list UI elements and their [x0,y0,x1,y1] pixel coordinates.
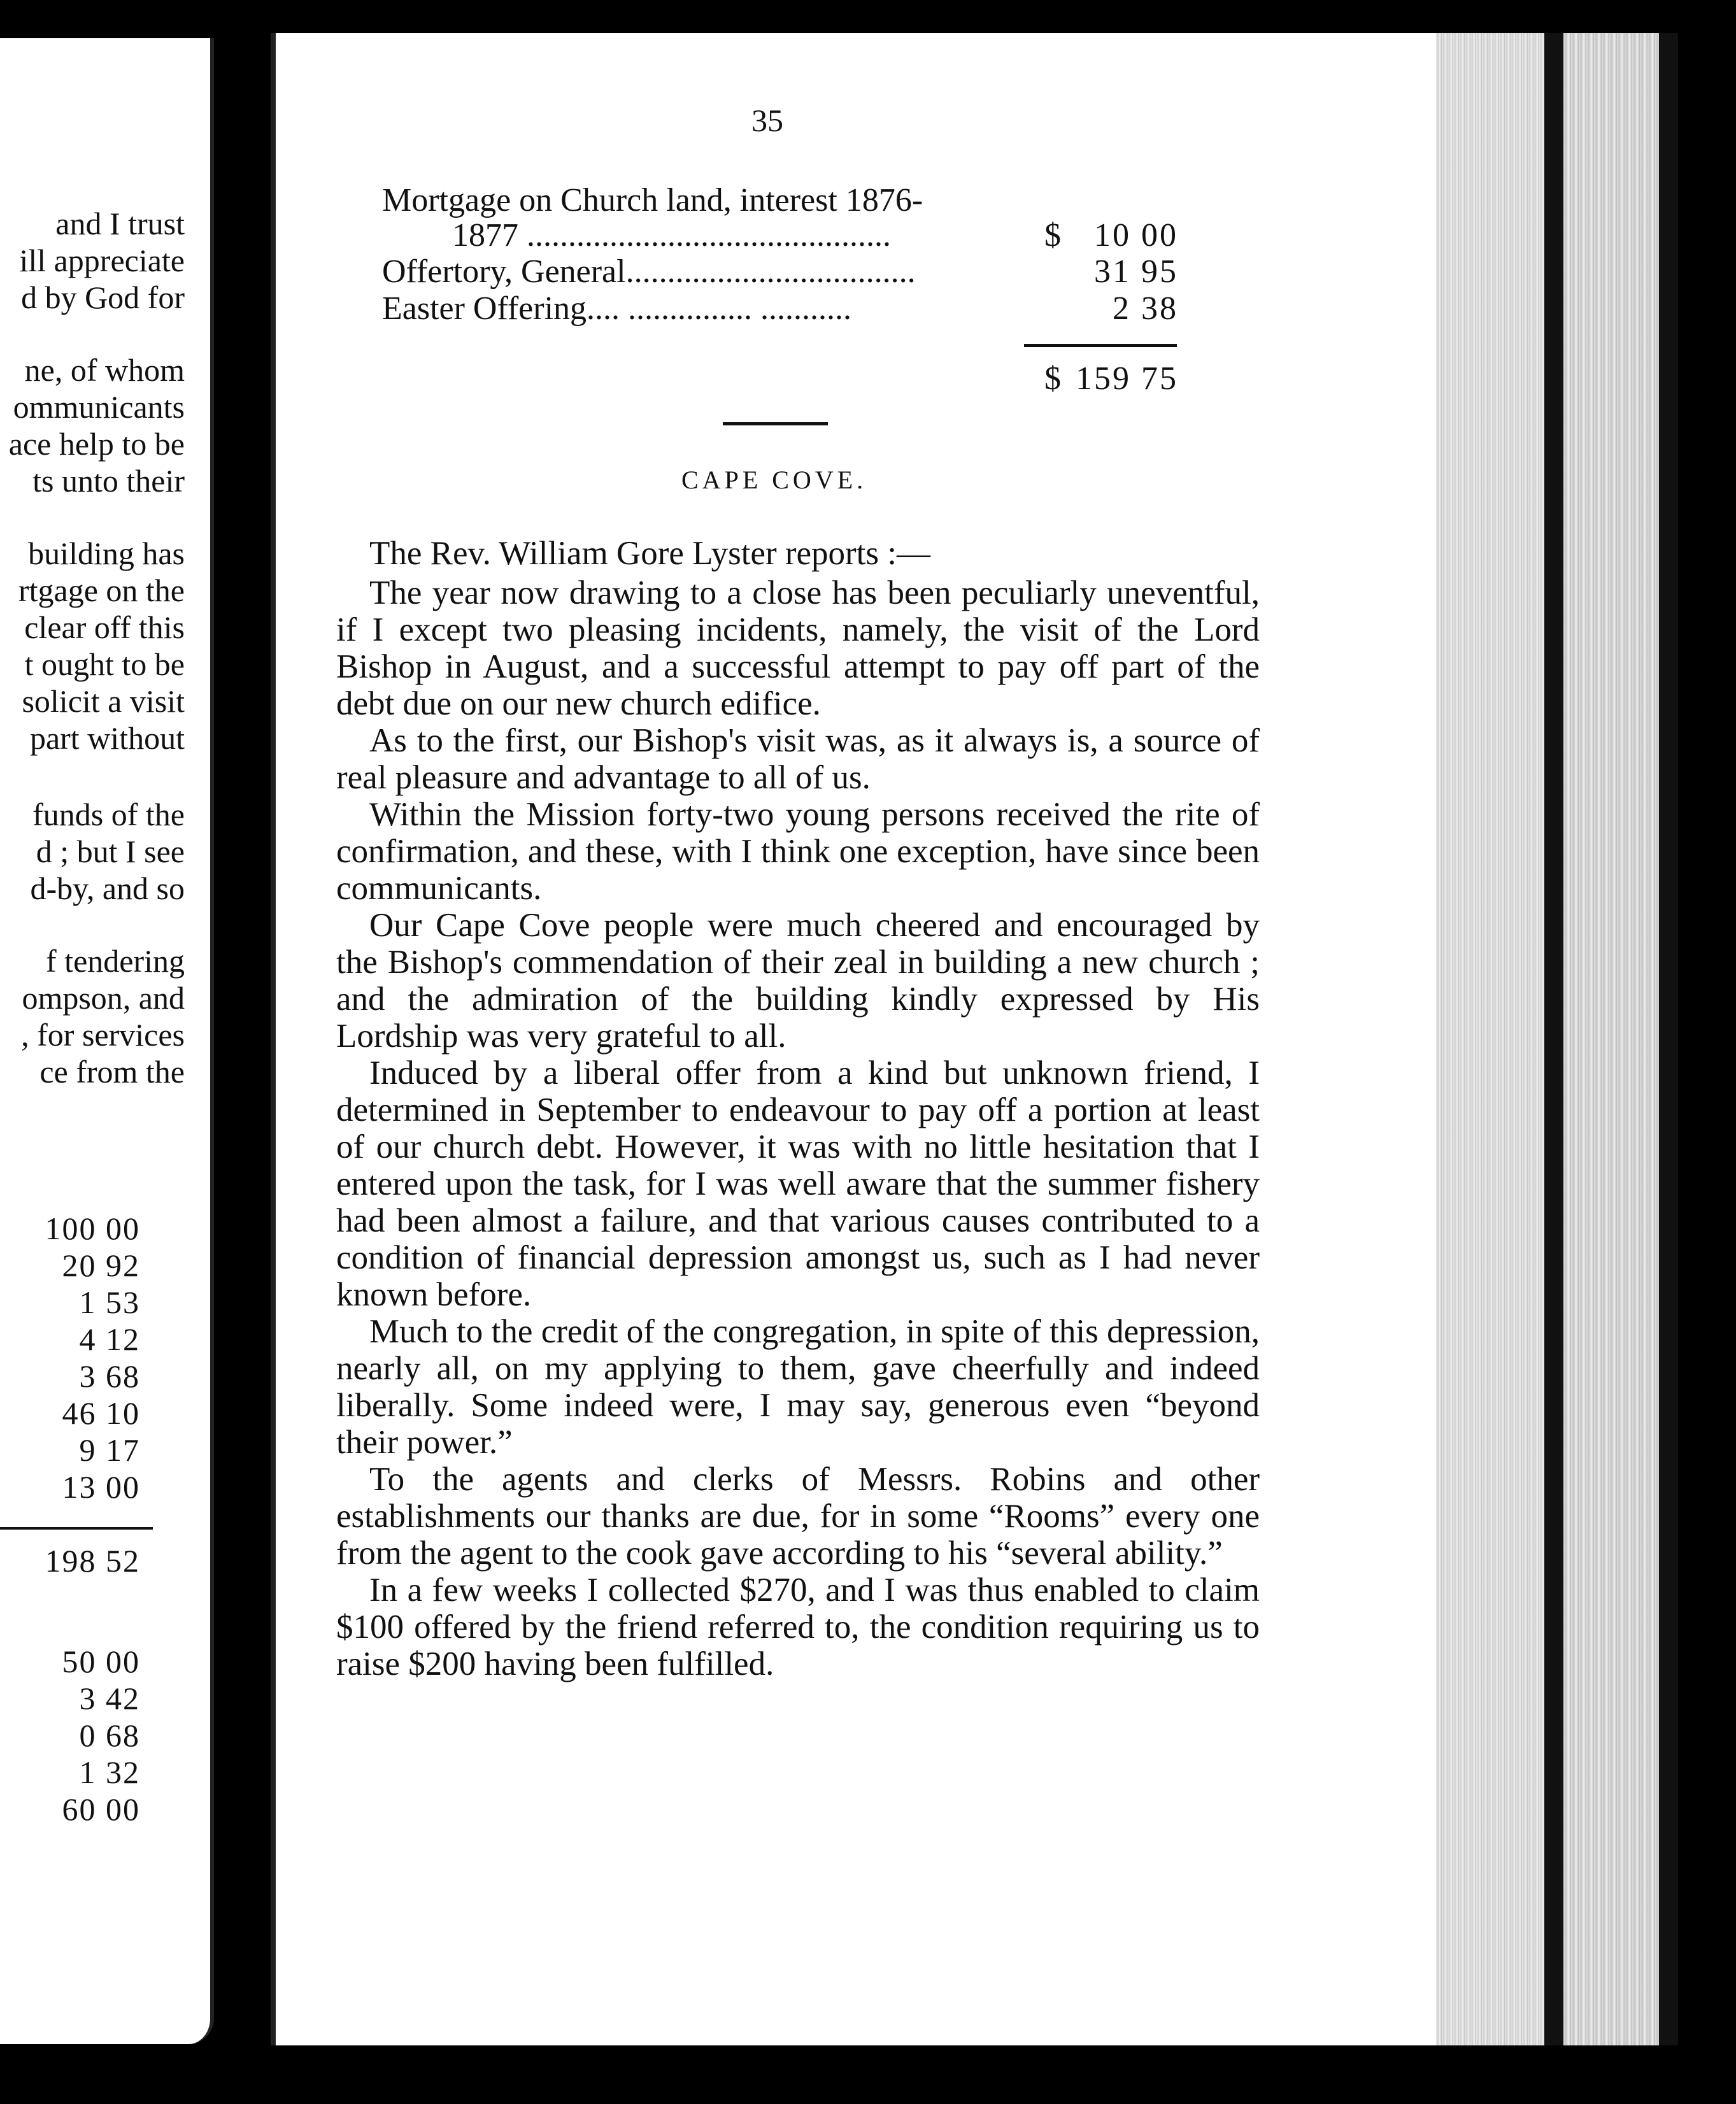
left-text-line: ompson, and [22,980,185,1016]
left-total: 198 52 [45,1543,140,1579]
account-amount: 2 38 [1113,290,1178,327]
section-heading: CAPE COVE. [681,466,867,494]
paragraph: To the agents and clerks of Messrs. Robins and other establishments our thanks are due, for in some “Rooms” every one from the agent to the cook gave according to his “several ability.” [336,1461,1260,1572]
account-label: 1877 ............................................ [452,217,891,253]
left-text-line: , for services [21,1017,185,1053]
paragraph: The year now drawing to a close has been peculiarly uneventful, if I except two pleasing incidents, namely, the visit of the Lord Bishop in August, and a successful attempt to pay off part of the debt due on our new church edifice. [336,574,1260,722]
dollar-sign: $ [1044,217,1061,253]
left-amount: 3 42 [79,1681,140,1716]
paragraph: In a few weeks I collected $270, and I was thus enabled to claim $100 offered by the friend referred to, the condition requiring us to raise $200 having been fulfilled. [336,1572,1260,1682]
left-amount: 46 10 [62,1395,140,1431]
left-amount: 13 00 [62,1469,140,1505]
left-total-rule [0,1527,153,1530]
left-amount: 1 32 [79,1754,140,1790]
left-amount: 3 68 [79,1358,140,1394]
left-text-line: ne, of whom [24,352,185,388]
left-amount: 9 17 [79,1432,140,1468]
left-text-line: t ought to be [24,646,185,682]
account-label: Mortgage on Church land, interest 1876- [382,182,923,218]
account-label: Offertory, General................................... [382,253,916,290]
paragraph: Induced by a liberal offer from a kind but unknown friend, I determined in September to endeavour to pay off a portion at least of our church debt. However, it was with no little hesitation that I entered upon the task, for I was well aware that the summer fishery had been almost a failure, and that various causes contributed to a condition of financial depression amongst us, such as I had never known before. [336,1055,1260,1313]
edge-stack [1563,33,1672,2045]
left-amount: 20 92 [62,1247,140,1283]
edge-back [1659,33,1678,2045]
left-text-line: clear off this [24,609,185,645]
left-text-line: ce from the [39,1054,185,1090]
left-text-line: ommunicants [13,389,185,425]
report-intro: The Rev. William Gore Lyster reports :— [369,535,930,572]
paragraph: As to the first, our Bishop's visit was, as it always is, a source of real pleasure and advantage to all of us. [336,722,1260,796]
left-text-line: d by God for [21,280,185,315]
account-label: Easter Offering.... ............... ........... [382,290,852,327]
dollar-sign: $ [1044,360,1061,397]
paragraph: Our Cape Cove people were much cheered and encouraged by the Bishop's commendation of their zeal in building a new church ; and the admiration of the building kindly expressed by His Lordship was very grateful to all. [336,907,1260,1055]
left-amount: 100 00 [45,1211,140,1246]
report-body [336,535,1260,1682]
left-text-line: ts unto their [32,463,185,499]
left-text-line: f tendering [46,943,185,979]
left-text-line: ace help to be [8,426,185,462]
left-text-line: part without [29,720,185,756]
paragraph: Much to the credit of the congregation, in spite of this depression, nearly all, on my applying to them, gave cheerfully and indeed liberally. Some indeed were, I may say, generous even “beyond their power.” [336,1313,1260,1461]
left-text-line: and I trust [55,206,185,241]
left-text-line: funds of the [32,797,185,832]
left-amount: 1 53 [79,1284,140,1320]
left-amount: 0 68 [79,1717,140,1753]
page-number: 35 [751,103,783,138]
left-facing-page [0,38,214,2044]
left-text-line: d ; but I see [36,834,185,869]
page-edges [1436,33,1672,2045]
paragraph: Within the Mission forty-two young persons received the rite of confirmation, and these, with I think one exception, have since been communicants. [336,796,1260,907]
account-total: 159 75 [1076,360,1178,397]
left-text-line: building has [28,536,185,571]
left-text-line: solicit a visit [22,683,185,719]
total-rule [1024,344,1177,347]
left-text-line: rtgage on the [18,572,185,608]
account-amount: 31 95 [1094,253,1178,290]
account-amount: 10 00 [1094,217,1178,253]
left-amount: 4 12 [79,1321,140,1357]
left-amount: 60 00 [62,1791,140,1827]
left-amount: 50 00 [62,1644,140,1679]
left-text-line: ill appreciate [19,243,185,278]
edge-shadow [1544,33,1563,2045]
section-divider [723,422,828,425]
left-text-line: d-by, and so [30,871,185,906]
